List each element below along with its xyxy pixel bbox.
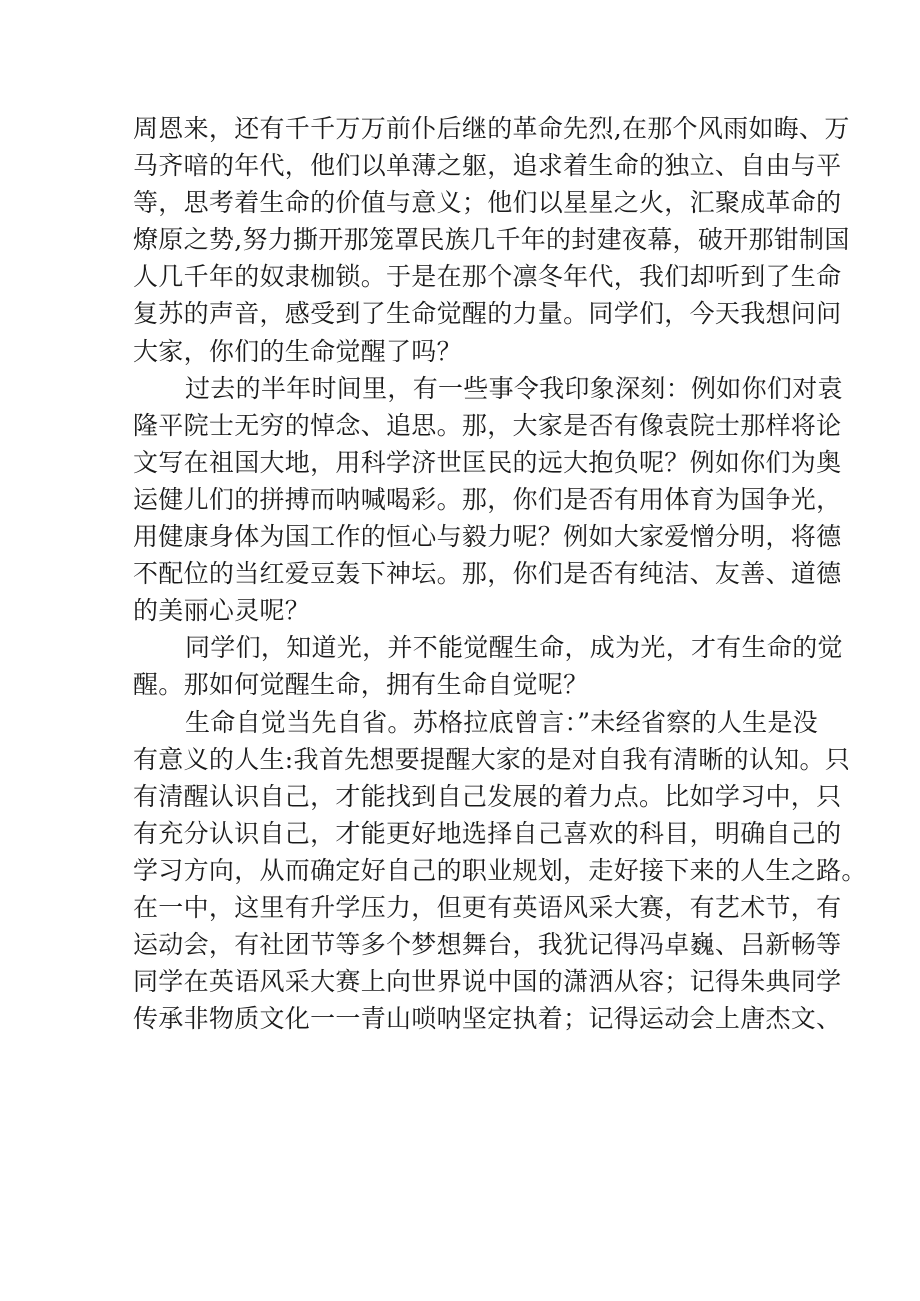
text-line: 醒。那如何觉醒生命，拥有生命自觉呢？ [133,670,589,700]
text-line: 大家，你们的生命觉醒了吗？ [133,336,462,366]
text-line: 传承非物质文化一一青山唢呐坚定执着；记得运动会上唐杰文、 [133,1004,842,1034]
text-line: 周恩来，还有千千万万前仆后继的革命先烈,在那个风雨如晦、万 [133,114,850,143]
text-line: 有清醒认识自己，才能找到自己发展的着力点。比如学习中，只 [133,781,842,811]
text-line: 等，思考着生命的价值与意义；他们以星星之火，汇聚成革命的 [133,188,842,218]
text-line: 运动会，有社团节等多个梦想舞台，我犹记得冯卓巍、吕新畅等 [133,930,842,960]
document-body [133,110,867,1037]
text-line: 复苏的声音，感受到了生命觉醒的力量。同学们，今天我想问问 [133,299,842,329]
text-line: 同学在英语风采大赛上向世界说中国的潇洒从容；记得朱典同学 [133,967,842,997]
text-line: 同学们，知道光，并不能觉醒生命，成为光，才有生命的觉 [185,633,843,663]
text-line: 人几千年的奴隶枷锁。于是在那个凛冬年代，我们却听到了生命 [133,262,842,292]
text-line: 学习方向，从而确定好自己的职业规划，走好接下来的人生之路。 [133,855,867,885]
text-line: 不配位的当红爱豆轰下神坛。那，你们是否有纯洁、友善、道德 [133,559,842,589]
text-line: 马齐喑的年代，他们以单薄之躯，追求着生命的独立、自由与平 [133,151,842,181]
text-line: 生命自觉当先自省。苏格拉底曾言：”未经省察的人生是没 [185,707,819,737]
text-line: 在一中，这里有升学压力，但更有英语风采大赛，有艺术节，有 [133,892,842,922]
text-line: 的美丽心灵呢？ [133,596,311,626]
text-line: 文写在祖国大地，用科学济世匡民的远大抱负呢？例如你们为奥 [133,447,842,477]
text-line: 隆平院士无穷的悼念、追思。那，大家是否有像袁院士那样将论 [133,410,842,440]
text-line: 燎原之势,努力撕开那笼罩民族几千年的封建夜幕，破开那钳制国 [133,225,850,255]
text-line: 运健儿们的拼搏而呐喊喝彩。那，你们是否有用体育为国争光， [133,484,842,514]
text-line: 过去的半年时间里，有一些事令我印象深刻：例如你们对袁 [185,373,843,403]
text-line: 有充分认识自己，才能更好地选择自己喜欢的科目，明确自己的 [133,818,842,848]
text-line: 用健康身体为国工作的恒心与毅力呢？例如大家爱憎分明，将德 [133,522,842,552]
text-line: 有意义的人生:我首先想要提醒大家的是对自我有清晰的认知。只 [133,744,851,774]
